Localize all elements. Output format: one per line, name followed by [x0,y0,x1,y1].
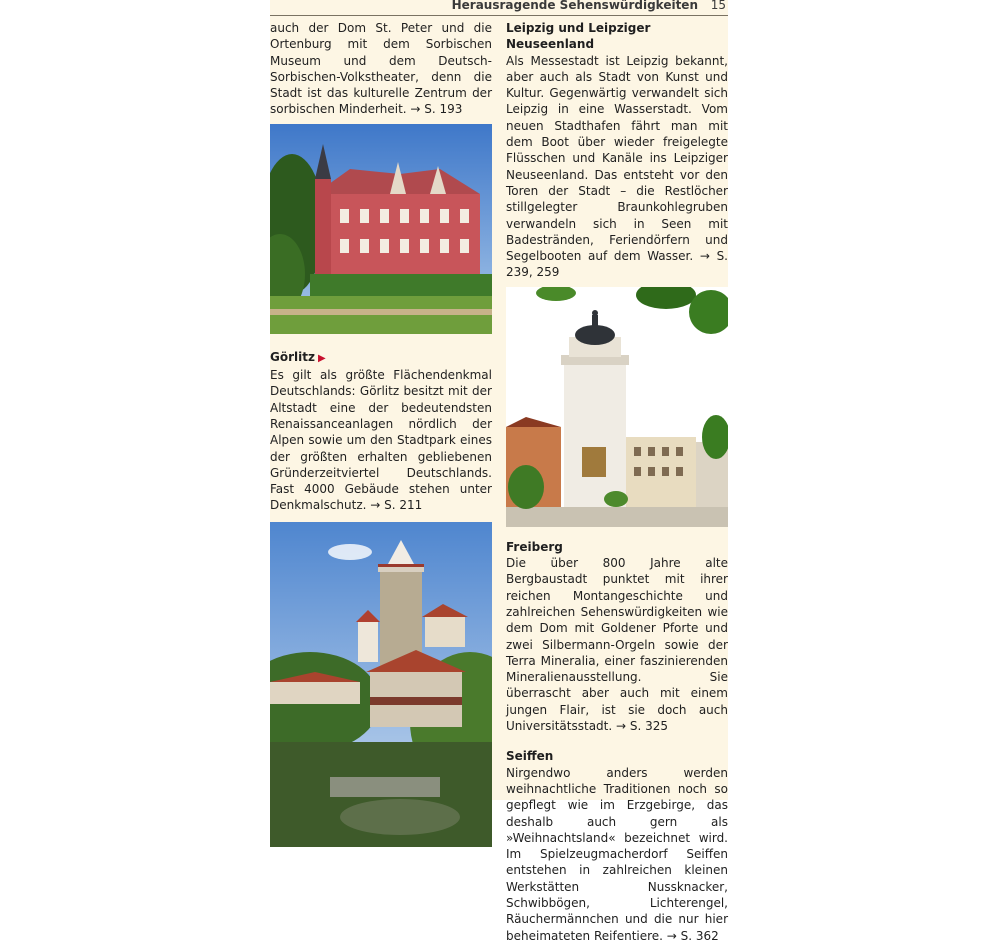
page-number: 15 [710,0,726,12]
leipzig-title: Leipzig und Leipziger Neuseenland [506,21,651,52]
leipzig-paragraph: Als Messestadt ist Leipzig bekannt, aber auch als Stadt von Kunst und Kultur. Gegenwärtig verwandelt sich Leipzig in eine Wasserstadt. Vom neuen Stadthafen fährt man mit dem Boot über wieder freigelegte Flüsschen und Kanäle ins Leipziger Neuseenland. Das entsteht vor den Toren der Stadt – die Restlöcher stillgelegter Braunkohlegruben verwandeln sich in Seen mit Badestränden, Feriendörfern und Segelbooten auf dem Wasser. → S. 239, 259 [506,53,728,280]
old-water-tower-photo [270,522,492,847]
right-column [506,20,728,944]
goerlitz-heading [270,349,492,367]
goerlitz-paragraph: Es gilt als größte Flächendenkmal Deutschlands: Görlitz besitzt mit der Altstadt eine der bedeutendsten Renaissanceanlagen nördlich der Alpen sowie um den Stadtpark eines der größten erhalten gebliebenen Gründerzeitviertel Deutschlands. Fast 4000 Gebäude stehen unter Denkmalschutz. → S. 211 [270,368,492,513]
header-title: Herausragende Sehenswürdigkeiten [451,0,698,12]
intro-paragraph: auch der Dom St. Peter und die Ortenburg mit dem Sorbischen Museum und dem Deutsch-Sorbischen-Volkstheater, denn die Stadt ist das kulturelle Zentrum der sorbischen Minderheit. → S. 193 [270,21,492,117]
book-page [270,0,728,943]
seiffen-paragraph: Nirgendwo anders werden weihnachtliche Traditionen noch so gepflegt wie im Erzgebirge, das deshalb auch gern als »Weihnachtsland« bezeichnet wird. Im Spielzeugmacherdorf Seiffen entstehen in zahlreichen kleinen Werkstätten Nussknacker, Schwibbögen, Lichterengel, Räuchermännchen und die nur hier beheimateten Reifentiere. → S. 362 [506,765,728,943]
left-column [270,20,492,847]
dicker-turm-photo [506,287,728,527]
goerlitz-title: Görlitz [270,349,315,364]
running-header [270,0,728,16]
freiberg-paragraph: Die über 800 Jahre alte Bergbaustadt punktet mit ihrer reichen Montangeschichte und zahlreichen Sehenswürdigkeiten wie dem Dom mit Goldener Pforte und zwei Silbermann-Orgeln sowie der Terra Mineralia, einer faszinierenden Mineralienausstellung. Sie überrascht aber auch mit einem jungen Flair, ist sie doch auch Universitätsstadt. → S. 325 [506,556,728,734]
freiberg-title: Freiberg [506,539,563,554]
red-triangle-icon: ▶ [317,352,326,364]
seiffen-title: Seiffen [506,749,554,764]
castle-photo [270,124,492,334]
